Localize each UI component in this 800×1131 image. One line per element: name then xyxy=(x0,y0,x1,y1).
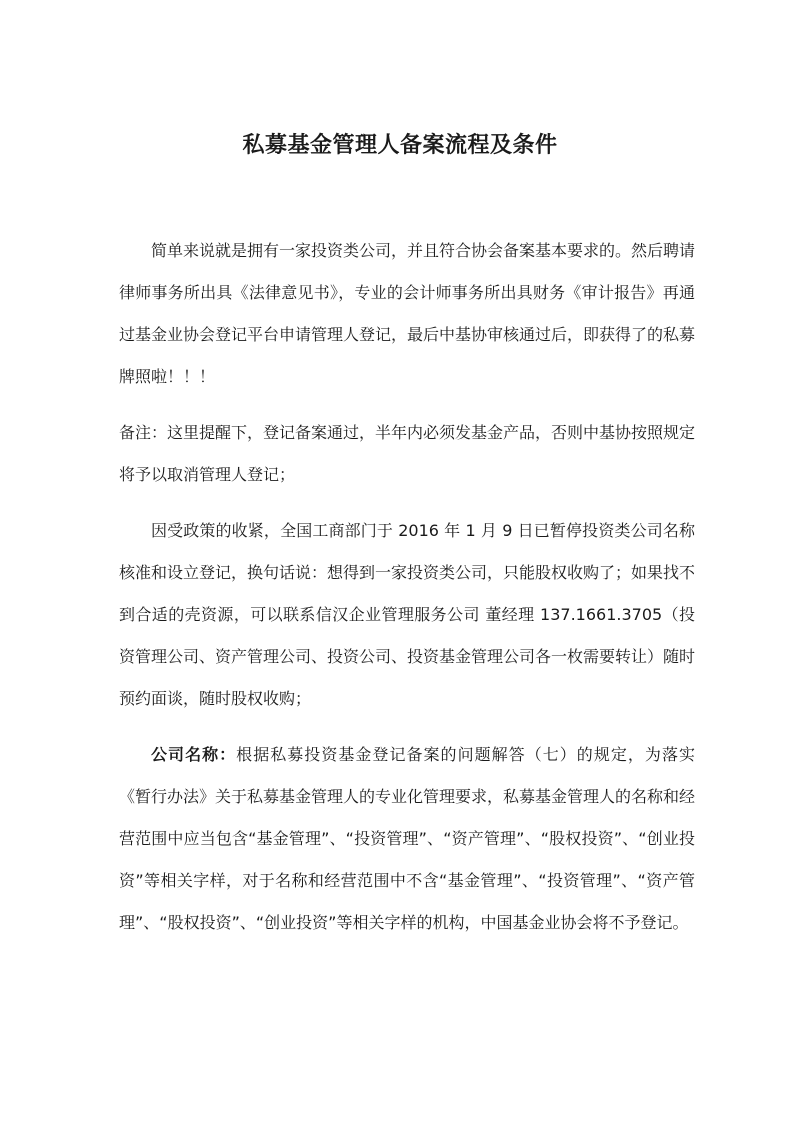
document-title: 私募基金管理人备案流程及条件 xyxy=(242,133,558,158)
paragraph-intro: 简单来说就是拥有一家投资类公司，并且符合协会备案基本要求的。然后聘请律师事务所出具《法律意见书》，专业的会计师事务所出具财务《审计报告》再通过基金业协会登记平台申请管理人登记，最后中基协审核通过后，即获得了的私募牌照啦！！！ xyxy=(119,241,696,386)
company-name-label: 公司名称： xyxy=(151,745,237,764)
document-body xyxy=(119,230,695,966)
paragraph-note: 备注：这里提醒下，登记备案通过，半年内必须发基金产品，否则中基协按照规定将予以取消管理人登记； xyxy=(119,423,696,484)
company-name-body: 根据私募投资基金登记备案的问题解答（七）的规定，为落实《暂行办法》关于私募基金管理人的专业化管理要求，私募基金管理人的名称和经营范围中应当包含“基金管理”、“投资管理”、“资产管理”、“股权投资”、“创业投资”等相关字样，对于名称和经营范围中不含“基金管理”、“投资管理”、“资产管理”、“股权投资”、“创业投资”等相关字样的机构，中国基金业协会将不予登记。 xyxy=(119,745,696,932)
paragraph-policy: 因受政策的收紧，全国工商部门于 2016 年 1 月 9 日已暂停投资类公司名称核准和设立登记，换句话说：想得到一家投资类公司，只能股权收购了；如果找不到合适的壳资源，可以联系信汉企业管理服务公司 董经理 137.1661.3705（投资管理公司、资产管理公司、投资公司、投资基金管理公司各一枚需要转让）随时预约面谈，随时股权收购； xyxy=(119,521,696,708)
paragraph-company-name xyxy=(119,734,695,944)
